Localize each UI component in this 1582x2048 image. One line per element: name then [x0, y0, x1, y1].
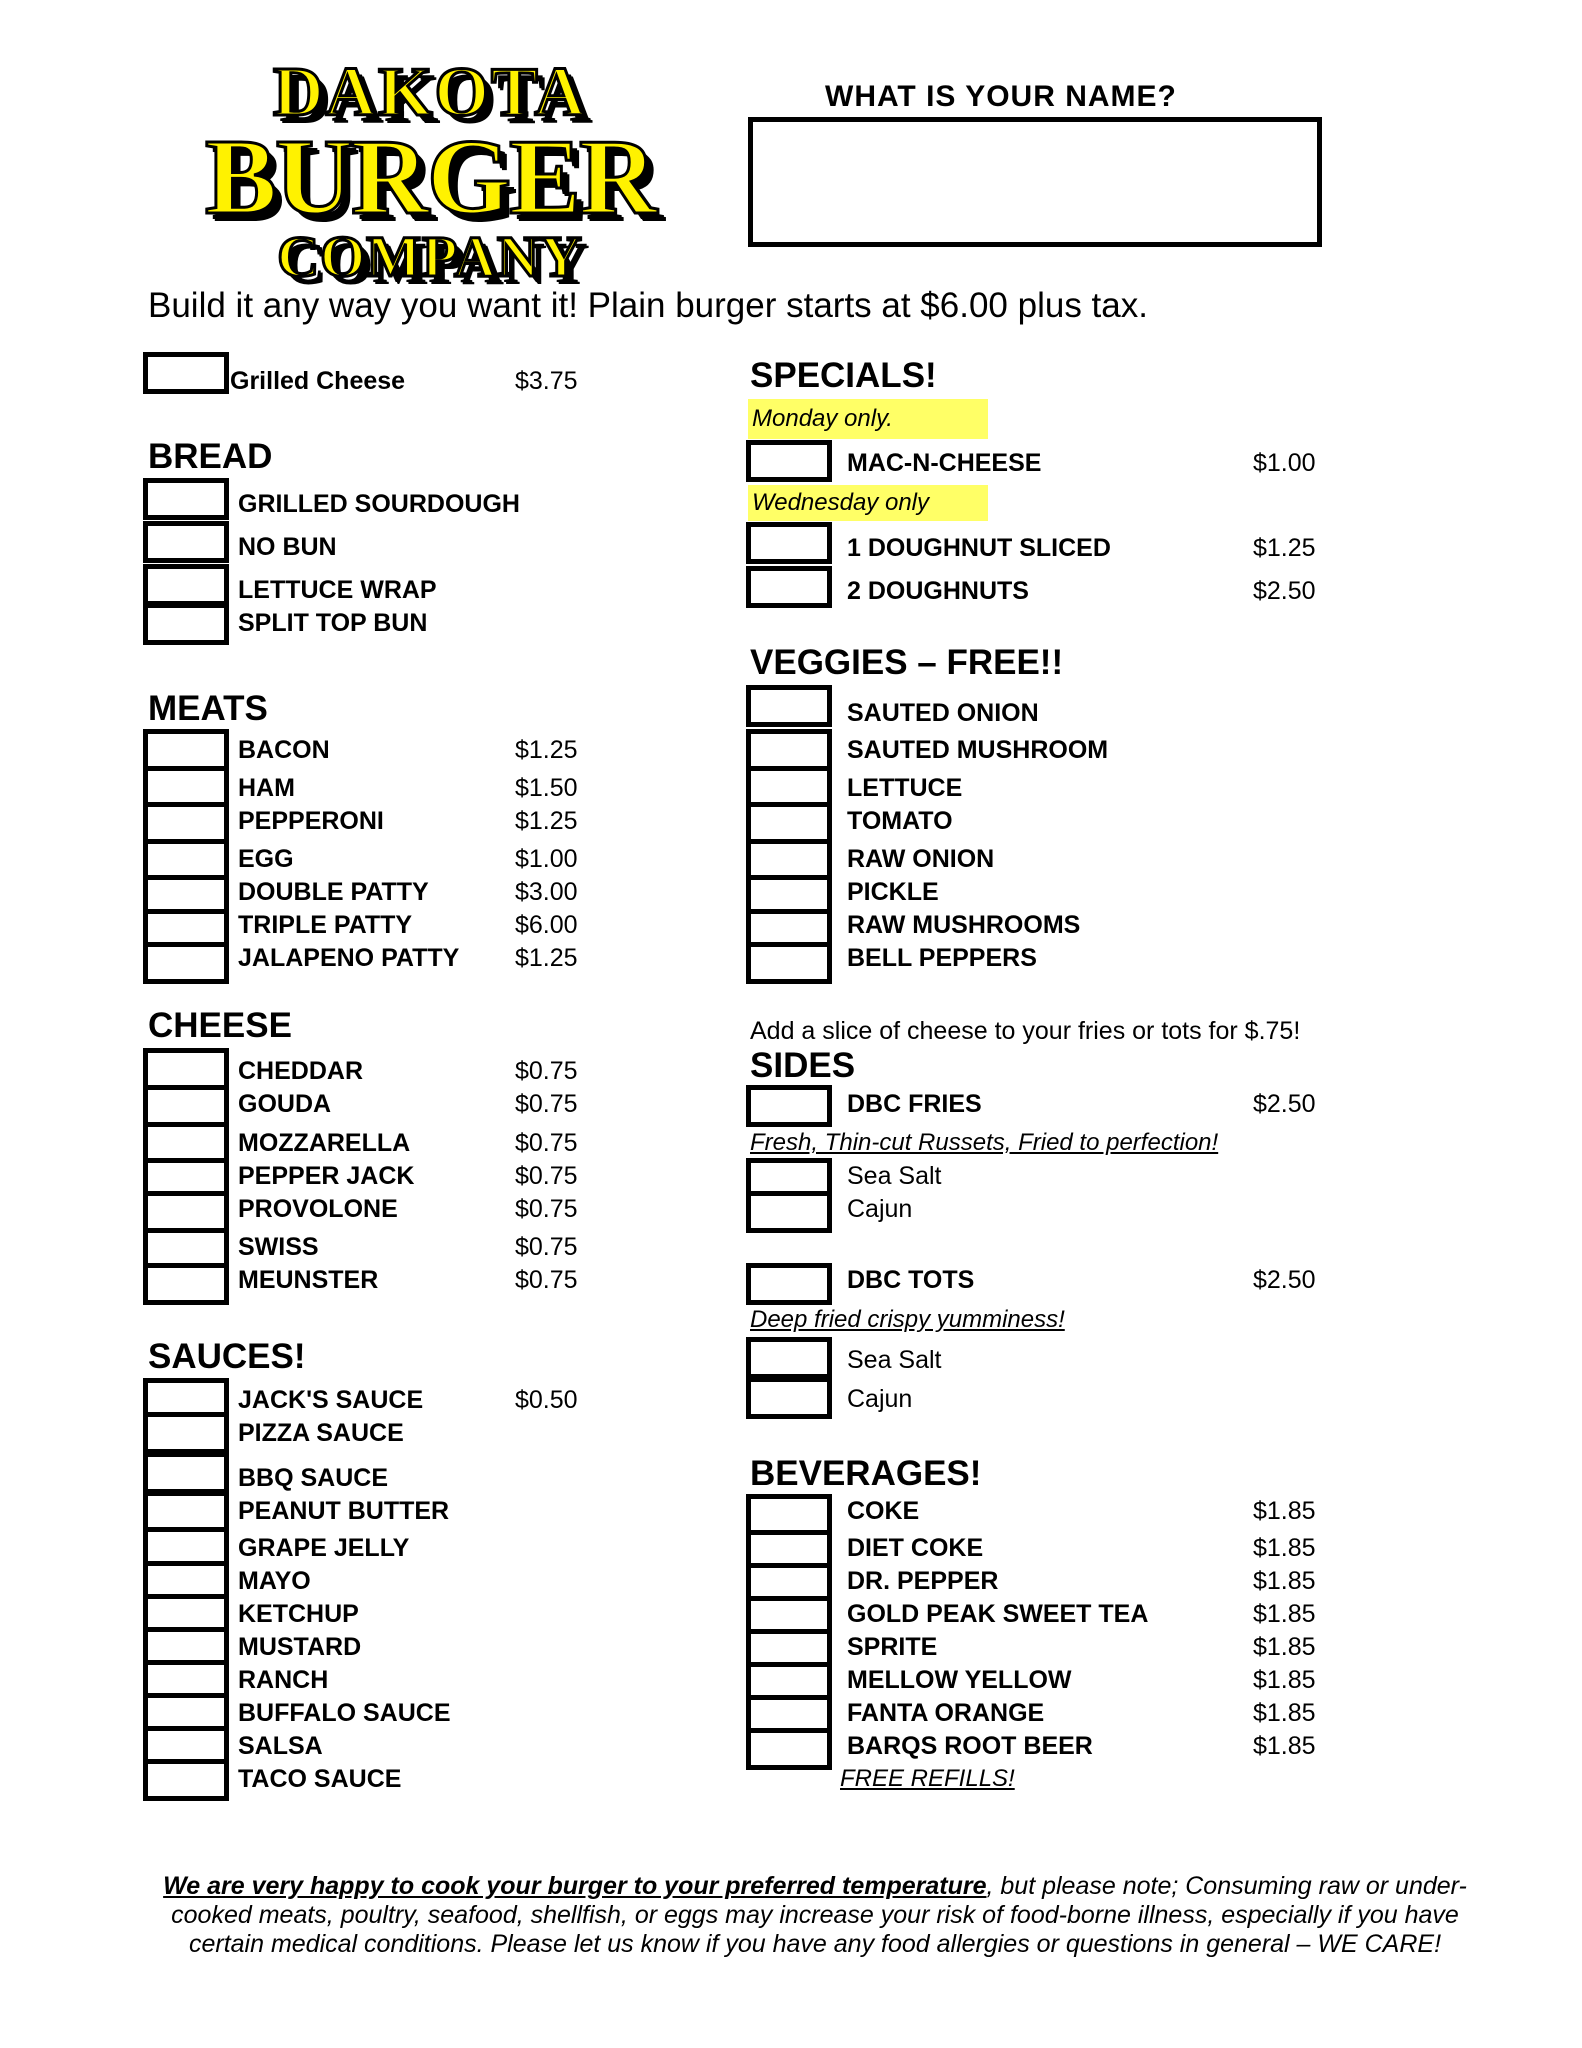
beverage-price: $1.85	[1253, 1633, 1316, 1661]
meat-item: HAM	[238, 774, 295, 802]
tots-option: Sea Salt	[847, 1346, 942, 1374]
beverage-item: DIET COKE	[847, 1534, 984, 1562]
bread-checkbox[interactable]	[143, 521, 229, 563]
grilled-cheese-price: $3.75	[515, 367, 578, 395]
sauce-checkbox[interactable]	[143, 1412, 229, 1454]
sauce-item: RANCH	[238, 1666, 329, 1694]
veggie-checkbox[interactable]	[746, 942, 832, 984]
bread-item: NO BUN	[238, 533, 337, 561]
veggie-item: BELL PEPPERS	[847, 944, 1037, 972]
meat-item: EGG	[238, 845, 294, 873]
logo-line-dakota: DAKOTA	[272, 54, 588, 131]
tots-option: Cajun	[847, 1385, 913, 1413]
beverage-checkbox[interactable]	[746, 1728, 832, 1770]
cheese-addon-note: Add a slice of cheese to your fries or tots for $.75!	[750, 1017, 1301, 1045]
fries-description: Fresh, Thin-cut Russets, Fried to perfection!	[750, 1129, 1219, 1156]
veggie-checkbox[interactable]	[746, 685, 832, 727]
side-item-fries: DBC FRIES	[847, 1090, 982, 1118]
cheese-item: PEPPER JACK	[238, 1162, 415, 1190]
side-checkbox-tots[interactable]	[746, 1263, 832, 1305]
intro-text: Build it any way you want it! Plain burger starts at $6.00 plus tax.	[148, 286, 1148, 325]
health-disclaimer	[150, 1872, 1480, 1959]
name-input[interactable]	[748, 117, 1322, 247]
meat-price: $1.25	[515, 736, 578, 764]
company-logo	[140, 50, 720, 289]
veggie-item: TOMATO	[847, 807, 953, 835]
beverage-price: $1.85	[1253, 1497, 1316, 1525]
cheese-price: $0.75	[515, 1162, 578, 1190]
cheese-item: MOZZARELLA	[238, 1129, 411, 1157]
veggies-heading: VEGGIES – FREE!!	[750, 643, 1064, 682]
wednesday-only-note: Wednesday only	[748, 485, 988, 521]
meat-price: $6.00	[515, 911, 578, 939]
bread-checkbox[interactable]	[143, 603, 229, 645]
cheese-item: PROVOLONE	[238, 1195, 398, 1223]
specials-heading: SPECIALS!	[750, 356, 937, 395]
cheese-heading: CHEESE	[148, 1006, 292, 1045]
meat-item: BACON	[238, 736, 330, 764]
veggie-checkbox[interactable]	[746, 729, 832, 771]
meat-item: TRIPLE PATTY	[238, 911, 413, 939]
meat-item: JALAPENO PATTY	[238, 944, 460, 972]
cheese-item: GOUDA	[238, 1090, 332, 1118]
beverage-price: $1.85	[1253, 1732, 1316, 1760]
bread-item: SPLIT TOP BUN	[238, 609, 428, 637]
cheese-checkbox[interactable]	[143, 1085, 229, 1127]
beverage-price: $1.85	[1253, 1699, 1316, 1727]
side-item-tots: DBC TOTS	[847, 1266, 975, 1294]
sauce-item: KETCHUP	[238, 1600, 359, 1628]
meats-heading: MEATS	[148, 689, 268, 728]
sauce-item: MUSTARD	[238, 1633, 362, 1661]
sauce-item: SALSA	[238, 1732, 323, 1760]
side-price-fries: $2.50	[1253, 1090, 1316, 1118]
sauce-price: $0.50	[515, 1386, 578, 1414]
beverage-item: FANTA ORANGE	[847, 1699, 1045, 1727]
beverage-item: BARQS ROOT BEER	[847, 1732, 1093, 1760]
monday-only-note: Monday only.	[748, 399, 988, 439]
special-checkbox[interactable]	[746, 566, 832, 608]
meat-item: DOUBLE PATTY	[238, 878, 429, 906]
beverage-price: $1.85	[1253, 1567, 1316, 1595]
meat-price: $1.25	[515, 807, 578, 835]
cheese-item: CHEDDAR	[238, 1057, 363, 1085]
special-price-doughnut1: $1.25	[1253, 534, 1316, 562]
sauce-item: GRAPE JELLY	[238, 1534, 410, 1562]
beverage-item: SPRITE	[847, 1633, 938, 1661]
free-refills-note: FREE REFILLS!	[840, 1765, 1015, 1792]
sides-heading: SIDES	[750, 1046, 856, 1085]
sauces-heading: SAUCES!	[148, 1337, 306, 1376]
meat-price: $1.25	[515, 944, 578, 972]
special-checkbox[interactable]	[746, 440, 832, 482]
tots-description: Deep fried crispy yumminess!	[750, 1306, 1065, 1333]
cheese-checkbox[interactable]	[143, 1191, 229, 1233]
veggie-item: SAUTED MUSHROOM	[847, 736, 1109, 764]
meat-item: PEPPERONI	[238, 807, 384, 835]
bread-checkbox[interactable]	[143, 564, 229, 606]
sauce-checkbox[interactable]	[143, 1452, 229, 1494]
beverage-item: GOLD PEAK SWEET TEA	[847, 1600, 1149, 1628]
disclaimer-text: , but please note; Consuming raw or under-cooked meats, poultry, seafood, shellfish, or eggs may increase your risk of food-borne illness, especially if you have certain medical conditions. Please let us know if you have any food allergies or questions in general – WE CARE!	[171, 1872, 1467, 1958]
sauce-item: BUFFALO SAUCE	[238, 1699, 451, 1727]
veggie-checkbox[interactable]	[746, 802, 832, 844]
beverage-item: COKE	[847, 1497, 920, 1525]
cheese-item: SWISS	[238, 1233, 319, 1261]
fries-option: Cajun	[847, 1195, 913, 1223]
beverage-price: $1.85	[1253, 1666, 1316, 1694]
cheese-item: MEUNSTER	[238, 1266, 379, 1294]
meat-price: $3.00	[515, 878, 578, 906]
beverages-heading: BEVERAGES!	[750, 1454, 982, 1493]
special-price-mac: $1.00	[1253, 449, 1316, 477]
sauce-checkbox[interactable]	[143, 1759, 229, 1801]
veggie-item: RAW ONION	[847, 845, 995, 873]
logo-line-burger: BURGER	[204, 118, 656, 237]
special-price-doughnut2: $2.50	[1253, 577, 1316, 605]
bread-item: LETTUCE WRAP	[238, 576, 437, 604]
meat-checkbox[interactable]	[143, 942, 229, 984]
special-item-mac: MAC-N-CHEESE	[847, 449, 1042, 477]
cheese-price: $0.75	[515, 1090, 578, 1118]
side-checkbox-fries[interactable]	[746, 1085, 832, 1127]
logo-line-company: COMPANY	[277, 224, 583, 289]
veggie-item: RAW MUSHROOMS	[847, 911, 1081, 939]
sauce-item: BBQ SAUCE	[238, 1464, 389, 1492]
special-item-doughnut1: 1 DOUGHNUT SLICED	[847, 534, 1111, 562]
bread-item: GRILLED SOURDOUGH	[238, 490, 520, 518]
sauce-item: MAYO	[238, 1567, 311, 1595]
beverage-price: $1.85	[1253, 1600, 1316, 1628]
special-item-doughnut2: 2 DOUGHNUTS	[847, 577, 1029, 605]
sauce-item: JACK'S SAUCE	[238, 1386, 424, 1414]
fries-option: Sea Salt	[847, 1162, 942, 1190]
bread-heading: BREAD	[148, 437, 273, 476]
grilled-cheese-label: Grilled Cheese	[230, 367, 406, 395]
cheese-price: $0.75	[515, 1266, 578, 1294]
cheese-price: $0.75	[515, 1195, 578, 1223]
sauce-item: TACO SAUCE	[238, 1765, 402, 1793]
beverage-item: DR. PEPPER	[847, 1567, 999, 1595]
meat-price: $1.50	[515, 774, 578, 802]
cheese-checkbox[interactable]	[143, 1048, 229, 1090]
meat-checkbox[interactable]	[143, 802, 229, 844]
cheese-price: $0.75	[515, 1129, 578, 1157]
fries-option-checkbox[interactable]	[746, 1191, 832, 1233]
sauce-item: PEANUT BUTTER	[238, 1497, 450, 1525]
cheese-price: $0.75	[515, 1233, 578, 1261]
name-prompt-label: WHAT IS YOUR NAME?	[825, 80, 1177, 113]
tots-option-checkbox[interactable]	[746, 1337, 832, 1379]
side-price-tots: $2.50	[1253, 1266, 1316, 1294]
grilled-cheese-checkbox[interactable]	[143, 352, 229, 394]
beverage-item: MELLOW YELLOW	[847, 1666, 1072, 1694]
beverage-price: $1.85	[1253, 1534, 1316, 1562]
cheese-checkbox[interactable]	[143, 1263, 229, 1305]
sauce-item: PIZZA SAUCE	[238, 1419, 404, 1447]
disclaimer-emphasis: We are very happy to cook your burger to your preferred temperature	[163, 1872, 987, 1900]
meat-price: $1.00	[515, 845, 578, 873]
veggie-item: PICKLE	[847, 878, 939, 906]
meat-checkbox[interactable]	[143, 729, 229, 771]
veggie-item: SAUTED ONION	[847, 699, 1039, 727]
tots-option-checkbox[interactable]	[746, 1377, 832, 1419]
veggie-item: LETTUCE	[847, 774, 963, 802]
bread-checkbox[interactable]	[143, 478, 229, 520]
cheese-price: $0.75	[515, 1057, 578, 1085]
special-checkbox[interactable]	[746, 522, 832, 564]
